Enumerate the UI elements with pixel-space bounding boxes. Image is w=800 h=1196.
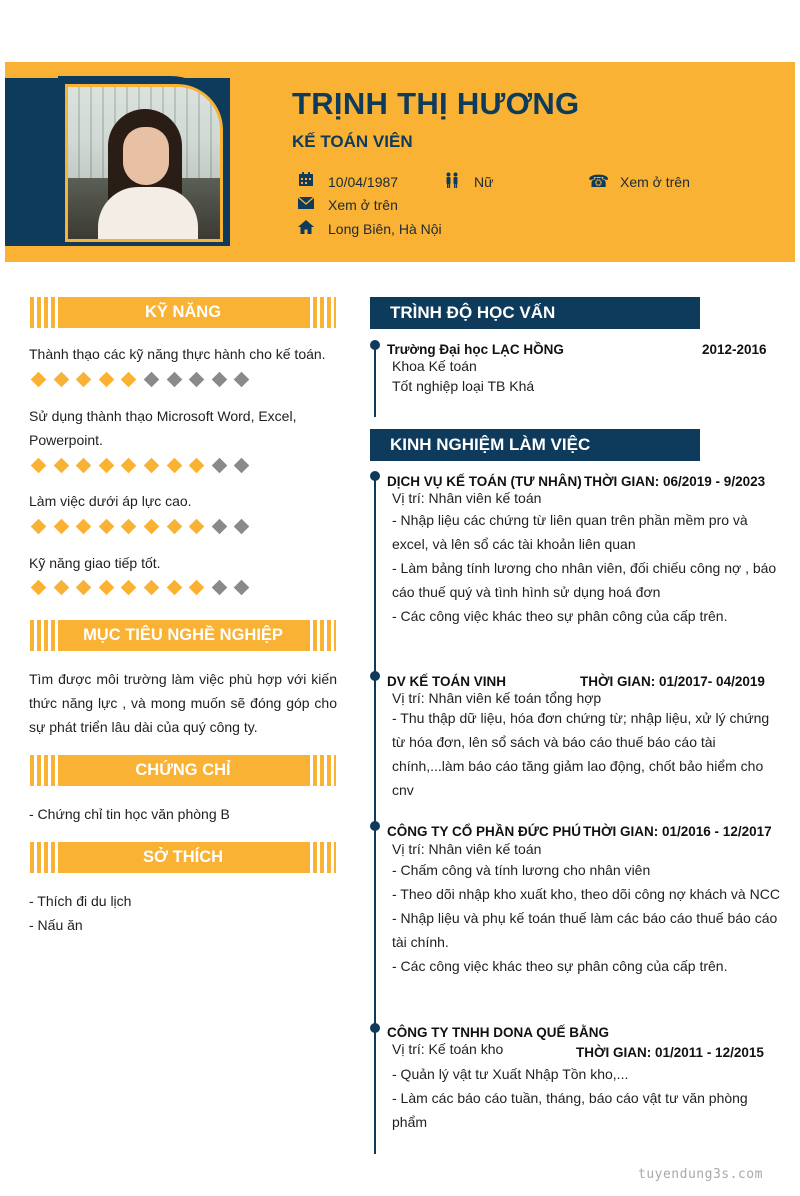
rating-diamond-filled [76, 372, 92, 388]
objective-text: Tìm được môi trường làm việc phù hợp với kiến thức năng lực , và mong muốn sẽ đóng góp cho sự phát triển lâu dài của quý công ty. [29, 671, 337, 735]
rating-diamond-empty [166, 372, 182, 388]
job-company: DỊCH VỤ KẾ TOÁN (TƯ NHÂN) [387, 474, 582, 489]
rating-diamond-empty [234, 458, 250, 474]
job-title: KẾ TOÁN VIÊN [292, 132, 413, 151]
rating-diamond-filled [189, 458, 205, 474]
job-position: Vị trí: Nhân viên kế toán [392, 841, 542, 857]
timeline-dot [370, 671, 380, 681]
rating-diamond-filled [53, 372, 69, 388]
experience-heading-bar [370, 429, 700, 461]
objective-heading-bar [30, 620, 336, 651]
address-info [296, 220, 442, 238]
job-position: Vị trí: Nhân viên kế toán [392, 490, 542, 506]
phone-info [588, 172, 690, 192]
job-details: - Quản lý vật tư Xuất Nhập Tồn kho,... - Làm các báo cáo tuần, tháng, báo cáo vật tư văn phòng phẩm [392, 1066, 748, 1130]
timeline-dot [370, 471, 380, 481]
rating-diamond-filled [53, 580, 69, 596]
phone-value: Xem ở trên [620, 174, 690, 190]
rating-diamond-empty [234, 519, 250, 535]
skill-item-4: Kỹ năng giao tiếp tốt. [29, 555, 161, 571]
skill-rating-4 [33, 580, 259, 594]
rating-diamond-empty [234, 372, 250, 388]
objective-heading: MỤC TIÊU NGHỀ NGHIỆP [83, 626, 283, 644]
job-position: Vị trí: Kế toán kho [392, 1041, 504, 1057]
rating-diamond-filled [99, 458, 115, 474]
birthday-info [296, 172, 398, 191]
hobbies-heading-bar [30, 842, 336, 873]
rating-diamond-filled [99, 580, 115, 596]
timeline-dot [370, 1023, 380, 1033]
rating-diamond-filled [166, 519, 182, 535]
candidate-name: TRỊNH THỊ HƯƠNG [292, 86, 580, 121]
skill-item-2: Sử dụng thành thạo Microsoft Word, Excel, Powerpoint. [29, 408, 297, 448]
rating-diamond-filled [76, 458, 92, 474]
education-heading: TRÌNH ĐỘ HỌC VẤN [390, 303, 556, 322]
rating-diamond-empty [211, 519, 227, 535]
job-period: THỜI GIAN: 01/2016 - 12/2017 [583, 824, 772, 839]
job-company: CÔNG TY TNHH DONA QUẾ BẰNG [387, 1025, 610, 1040]
skill-rating-3 [33, 519, 259, 533]
job-company: DV KẾ TOÁN VINH [387, 674, 507, 689]
skills-heading: KỸ NĂNG [144, 303, 222, 321]
rating-diamond-filled [121, 519, 137, 535]
rating-diamond-empty [144, 372, 160, 388]
rating-diamond-filled [166, 580, 182, 596]
rating-diamond-filled [121, 372, 137, 388]
education-heading-bar [370, 297, 700, 329]
rating-diamond-filled [144, 458, 160, 474]
job-details: - Thu thập dữ liệu, hóa đơn chứng từ; nhập liệu, xử lý chứng từ hóa đơn, lên sổ sách và báo cáo thuế báo cáo tài chính,...làm báo cáo tăng giảm lao động, chốt bảo hiểm cho cnv [392, 710, 770, 798]
experience-timeline [374, 476, 376, 1154]
skill-rating-2 [33, 458, 259, 472]
rating-diamond-filled [144, 519, 160, 535]
job-period: THỜI GIAN: 06/2019 - 9/2023 [584, 474, 766, 489]
rating-diamond-filled [166, 458, 182, 474]
rating-diamond-filled [31, 519, 47, 535]
rating-diamond-filled [76, 519, 92, 535]
certificates-heading-bar [30, 755, 336, 786]
rating-diamond-filled [53, 519, 69, 535]
skills-heading-bar [30, 297, 336, 328]
gender-value: Nữ [474, 174, 494, 190]
timeline-dot [370, 821, 380, 831]
rating-diamond-empty [211, 372, 227, 388]
job-company: CÔNG TY CỔ PHẦN ĐỨC PHÚ [387, 824, 581, 839]
profile-photo [65, 84, 223, 242]
rating-diamond-filled [31, 580, 47, 596]
calendar-icon [296, 172, 316, 191]
email-info [296, 196, 398, 213]
skill-item-3: Làm việc dưới áp lực cao. [29, 493, 192, 509]
watermark: tuyendung3s.com [638, 1167, 763, 1182]
rating-diamond-empty [211, 458, 227, 474]
hobby-item: - Nấu ăn [29, 917, 83, 933]
address-value: Long Biên, Hà Nội [328, 221, 442, 237]
rating-diamond-filled [121, 458, 137, 474]
job-period: THỜI GIAN: 01/2011 - 12/2015 [576, 1045, 764, 1060]
school-name: Trường Đại học LẠC HỒNG [387, 342, 564, 357]
job-details: - Chấm công và tính lương cho nhân viên - Theo dõi nhập kho xuất kho, theo dõi công nợ khách và NCC - Nhập liệu và phụ kế toán thuế làm các báo cáo thuế báo cáo tài chính. - Các công việc khác theo sự phân công của cấp trên. [392, 862, 780, 974]
rating-diamond-filled [189, 580, 205, 596]
faculty: Khoa Kế toán [392, 358, 477, 374]
rating-diamond-filled [76, 580, 92, 596]
email-value: Xem ở trên [328, 196, 398, 213]
graduation-result: Tốt nghiệp loại TB Khá [392, 378, 535, 394]
skill-rating-1 [33, 372, 259, 386]
envelope-icon [296, 196, 316, 213]
home-icon [296, 220, 316, 238]
rating-diamond-filled [189, 519, 205, 535]
education-timeline [374, 345, 376, 417]
rating-diamond-empty [234, 580, 250, 596]
rating-diamond-filled [53, 458, 69, 474]
certificates-heading: CHỨNG CHỈ [135, 761, 231, 779]
job-details: - Nhập liệu các chứng từ liên quan trên phần mềm pro và excel, và lên sổ các tài khoản liên quan - Làm bảng tính lương cho nhân viên, đối chiếu công nợ , báo cáo thuế quý và tình hình sử dụng hoá đơn - Các công việc khác theo sự phân công của cấp trên. [392, 512, 777, 624]
education-years: 2012-2016 [702, 342, 767, 357]
rating-diamond-filled [31, 458, 47, 474]
rating-diamond-empty [211, 580, 227, 596]
phone-icon: ☎ [588, 172, 610, 191]
rating-diamond-filled [121, 580, 137, 596]
hobby-item: - Thích đi du lịch [29, 893, 132, 909]
job-position: Vị trí: Nhân viên kế toán tổng hợp [392, 690, 602, 706]
job-period: THỜI GIAN: 01/2017- 04/2019 [580, 674, 765, 689]
people-icon [442, 172, 462, 192]
rating-diamond-empty [189, 372, 205, 388]
hobbies-heading: SỞ THÍCH [142, 848, 224, 866]
experience-heading: KINH NGHIỆM LÀM VIỆC [390, 435, 591, 454]
certificate-item: - Chứng chỉ tin học văn phòng B [29, 806, 230, 822]
timeline-dot [370, 340, 380, 350]
rating-diamond-filled [31, 372, 47, 388]
rating-diamond-filled [99, 372, 115, 388]
skill-item-1: Thành thạo các kỹ năng thực hành cho kế toán. [29, 346, 326, 362]
rating-diamond-filled [99, 519, 115, 535]
birthday-value: 10/04/1987 [328, 173, 399, 190]
rating-diamond-filled [144, 580, 160, 596]
gender-info [442, 172, 493, 192]
